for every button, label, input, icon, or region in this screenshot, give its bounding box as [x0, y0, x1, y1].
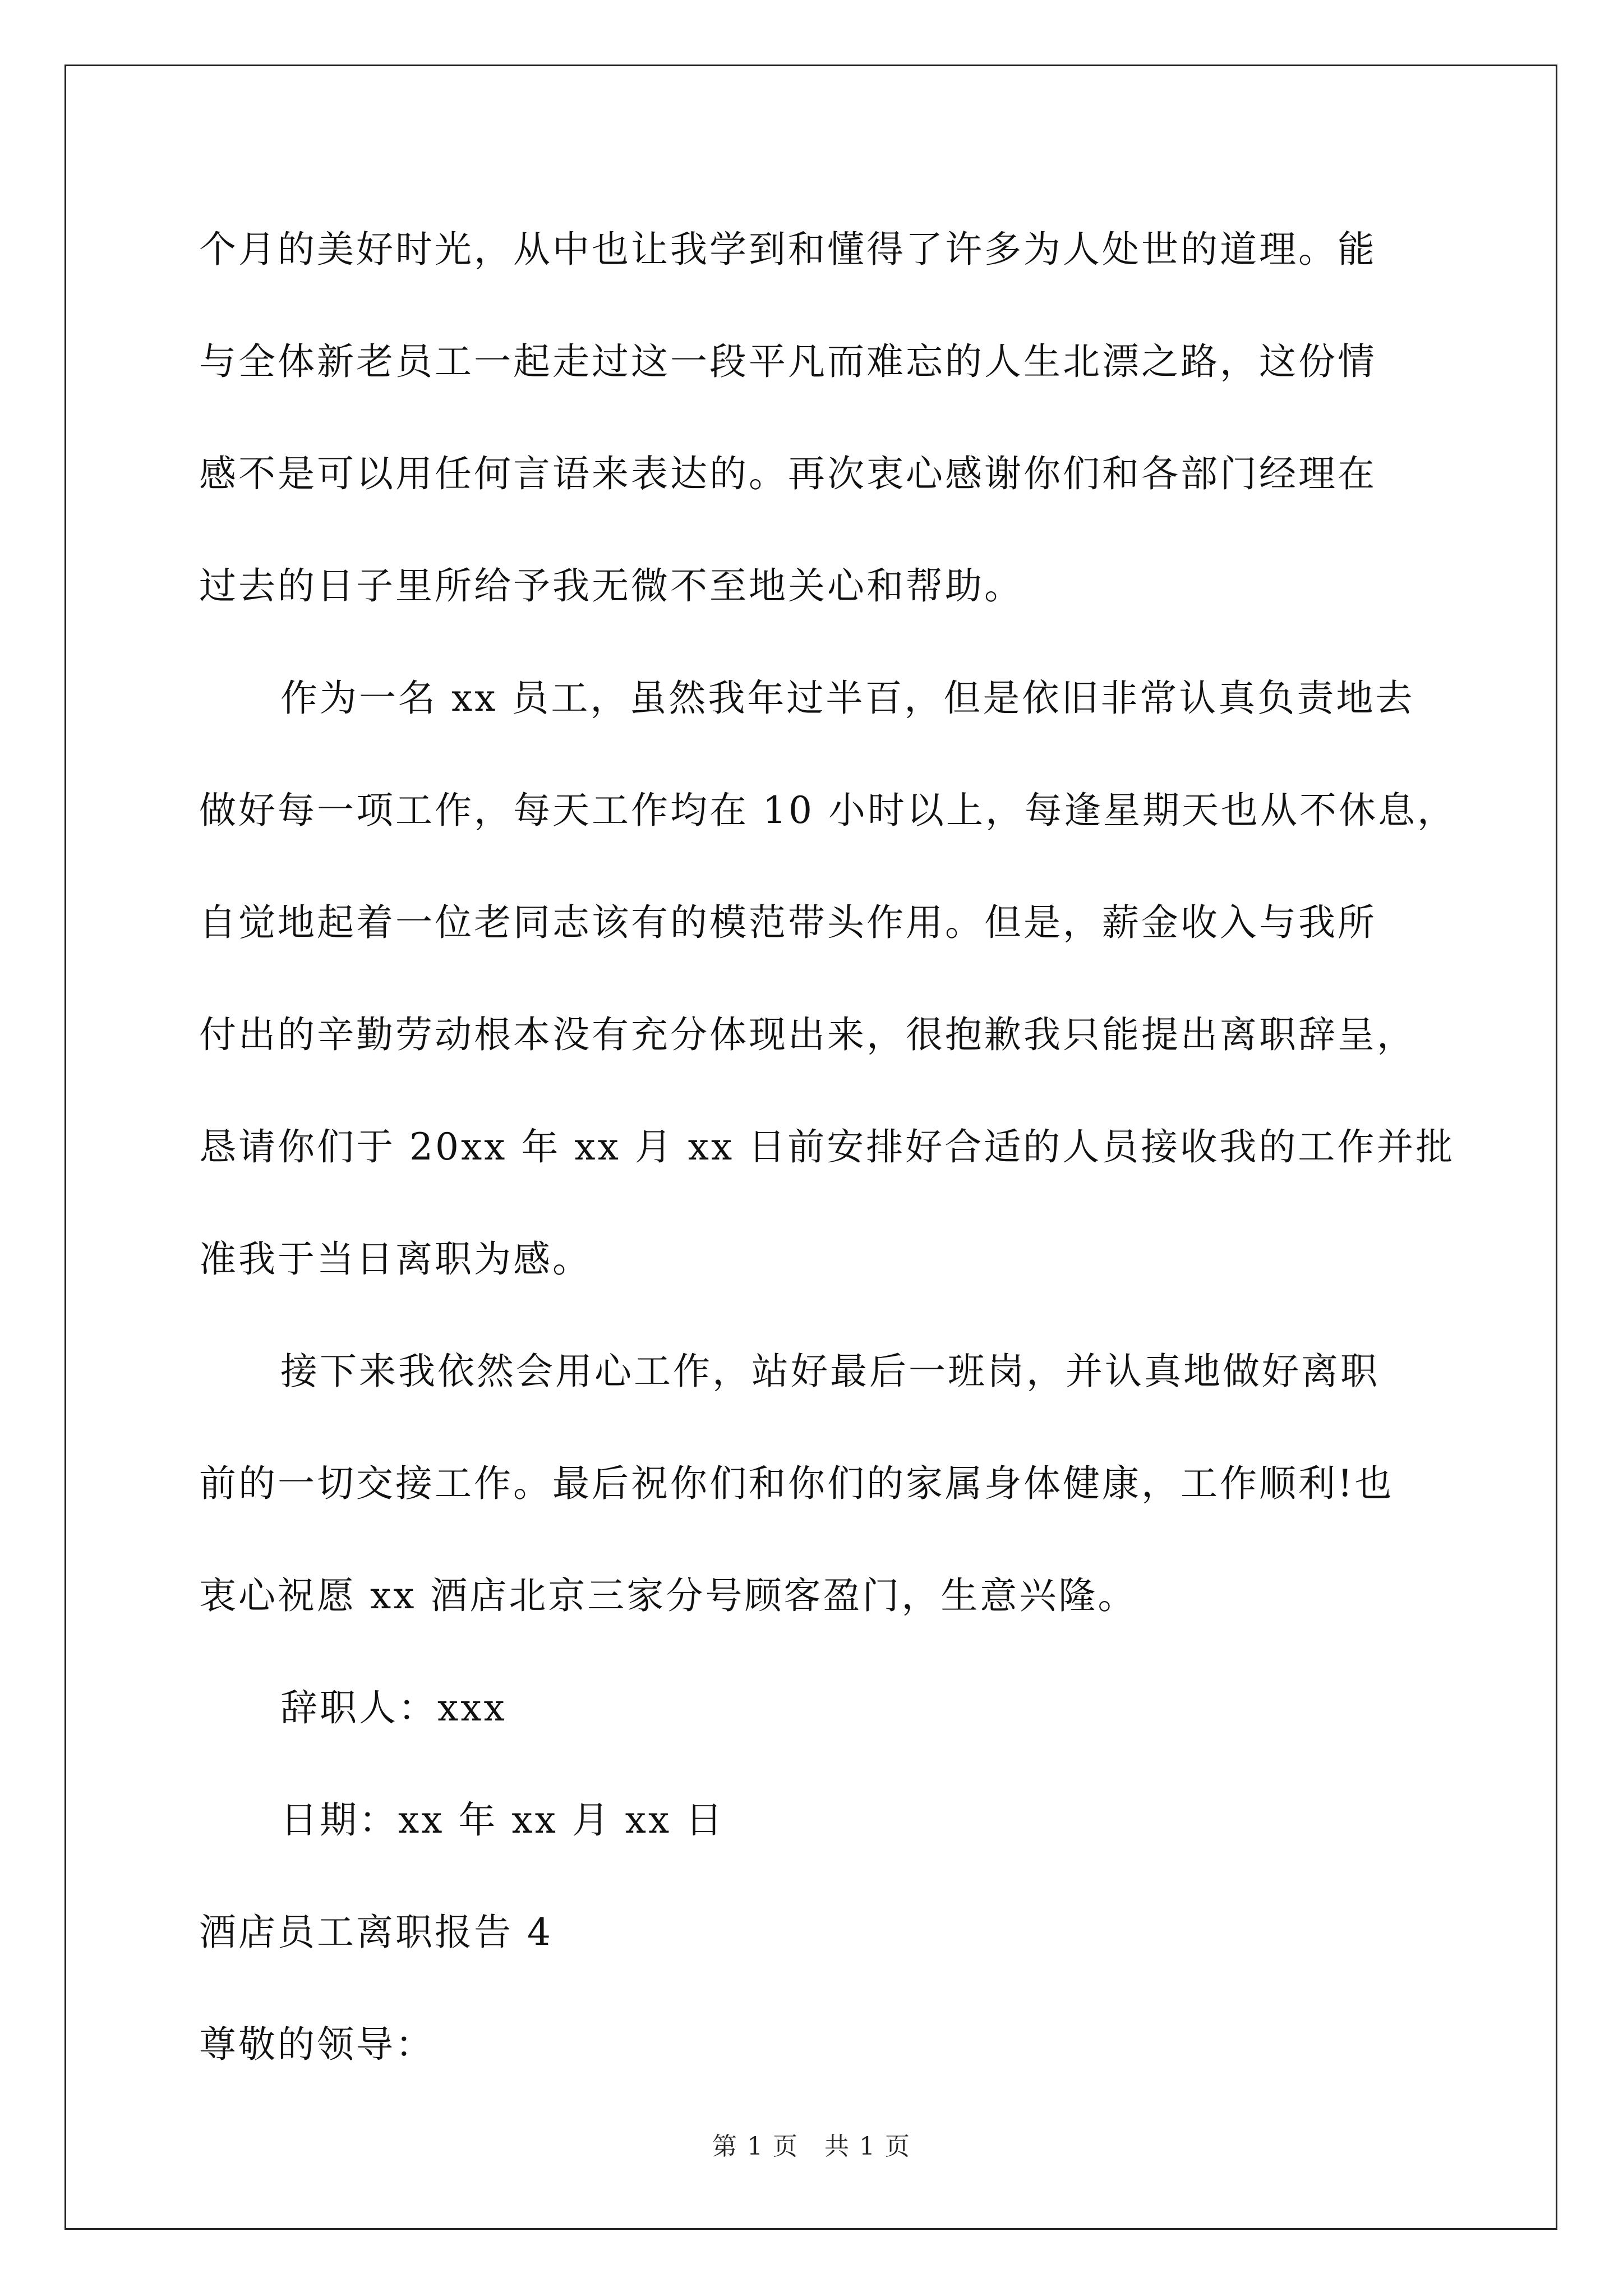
- paragraph-line: 恳请你们于 20xx 年 xx 月 xx 日前安排好合适的人员接收我的工作并批: [199, 1125, 1455, 1168]
- section-title: 酒店员工离职报告 4: [199, 1911, 553, 1954]
- page-total: 共 1 页: [824, 2132, 911, 2161]
- paragraph-line: 自觉地起着一位老同志该有的模范带头作用。但是，薪金收入与我所: [199, 901, 1377, 944]
- document-body: [199, 194, 1456, 2101]
- page-number: 第 1 页: [712, 2132, 799, 2161]
- paragraph-line: 做好每一项工作，每天工作均在 10 小时以上，每逢星期天也从不休息，: [199, 789, 1456, 832]
- paragraph-line: 感不是可以用任何言语来表达的。再次衷心感谢你们和各部门经理在: [199, 452, 1377, 495]
- page-footer: [0, 2126, 1623, 2162]
- date-line: 日期：xx 年 xx 月 xx 日: [280, 1798, 725, 1842]
- paragraph-line: 个月的美好时光，从中也让我学到和懂得了许多为人处世的道理。能: [199, 228, 1377, 271]
- signer-line: 辞职人：xxx: [280, 1686, 507, 1729]
- paragraph-line: 与全体新老员工一起走过这一段平凡而难忘的人生北漂之路，这份情: [199, 340, 1377, 383]
- paragraph-line: 准我于当日离职为感。: [199, 1237, 592, 1281]
- paragraph-line: 付出的辛勤劳动根本没有充分体现出来，很抱歉我只能提出离职辞呈，: [199, 1013, 1416, 1056]
- paragraph-line: 作为一名 xx 员工，虽然我年过半百，但是依旧非常认真负责地去: [280, 677, 1415, 720]
- paragraph-line: 接下来我依然会用心工作，站好最后一班岗，并认真地做好离职: [280, 1350, 1380, 1393]
- salutation-line: 尊敬的领导：: [199, 2023, 435, 2066]
- paragraph-line: 衷心祝愿 xx 酒店北京三家分号顾客盈门，生意兴隆。: [199, 1574, 1137, 1617]
- paragraph-line: 前的一切交接工作。最后祝你们和你们的家属身体健康，工作顺利!也: [199, 1462, 1394, 1505]
- paragraph-line: 过去的日子里所给予我无微不至地关心和帮助。: [199, 564, 1023, 608]
